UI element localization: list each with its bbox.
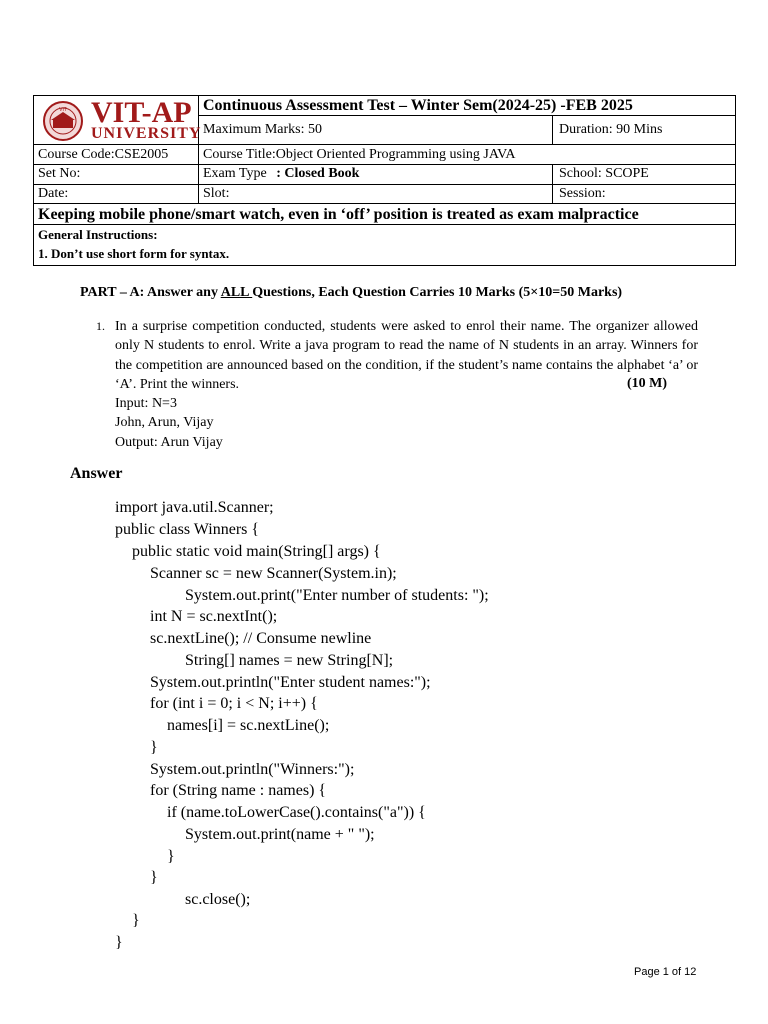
set-no: Set No:	[38, 166, 81, 181]
instruction-1: 1. Don’t use short form for syntax.	[38, 246, 230, 261]
code-line: }	[150, 739, 158, 756]
university-logo	[41, 98, 201, 143]
course-title: Course Title:Object Oriented Programming using JAVA	[203, 147, 516, 162]
exam-header-table	[33, 95, 736, 266]
page-number: Page 1 of 12	[634, 966, 697, 978]
answer-heading: Answer	[70, 465, 123, 482]
code-line: public class Winners {	[115, 521, 260, 538]
code-line: System.out.println("Winners:");	[150, 761, 355, 778]
university-seal-icon	[41, 100, 85, 142]
part-underlined: ALL	[220, 285, 253, 300]
code-line: import java.util.Scanner;	[115, 499, 274, 516]
question-output: Output: Arun Vijay	[115, 435, 223, 450]
date: Date:	[38, 186, 69, 201]
question-input: Input: N=3	[115, 396, 177, 411]
code-line: System.out.print(name + " ");	[185, 826, 375, 843]
question-input-names: John, Arun, Vijay	[115, 415, 214, 430]
code-line: sc.close();	[185, 891, 251, 908]
question-marks: (10 M)	[627, 376, 668, 391]
exam-type-label: Exam Type	[203, 166, 267, 181]
duration: Duration: 90 Mins	[559, 122, 663, 137]
code-line: String[] names = new String[N];	[185, 652, 394, 669]
code-line: }	[150, 869, 158, 886]
code-line: sc.nextLine(); // Consume newline	[150, 630, 372, 647]
question-number: 1.	[96, 319, 105, 333]
session: Session:	[559, 186, 606, 201]
exam-title: Continuous Assessment Test – Winter Sem(2024-25) -FEB 2025	[203, 97, 633, 114]
exam-type-value: : Closed Book	[276, 166, 360, 181]
logo-text-university: UNIVERSITY	[91, 125, 202, 142]
part-prefix: PART – A: Answer any	[80, 285, 221, 300]
code-line: System.out.print("Enter number of students: ");	[185, 587, 489, 604]
code-line: }	[132, 912, 140, 929]
maximum-marks: Maximum Marks: 50	[203, 122, 322, 137]
slot: Slot:	[203, 186, 230, 201]
general-instructions-heading: General Instructions:	[38, 227, 158, 242]
svg-text:VIT: VIT	[59, 107, 67, 113]
part-a-heading	[80, 285, 622, 301]
part-suffix: Questions, Each Question Carries 10 Marks (5×10=50 Marks)	[252, 285, 623, 300]
code-line: Scanner sc = new Scanner(System.in);	[150, 565, 397, 582]
code-line: System.out.println("Enter student names:");	[150, 674, 431, 691]
code-line: for (String name : names) {	[150, 782, 327, 799]
code-line: }	[167, 848, 175, 865]
code-line: if (name.toLowerCase().contains("a")) {	[167, 804, 426, 821]
malpractice-warning: Keeping mobile phone/smart watch, even in ‘off’ position is treated as exam malpractice	[38, 206, 639, 223]
course-code: Course Code:CSE2005	[38, 147, 169, 162]
code-line: public static void main(String[] args) {	[132, 543, 381, 560]
logo-text-vit-ap: VIT-AP	[91, 96, 192, 129]
school: School: SCOPE	[559, 166, 649, 181]
code-line: }	[115, 934, 123, 951]
exam-type	[203, 166, 359, 182]
code-line: for (int i = 0; i < N; i++) {	[150, 695, 318, 712]
code-line: int N = sc.nextInt();	[150, 608, 278, 625]
question-text: In a surprise competition conducted, students were asked to enrol their name. The organizer allowed only N students to enrol. Write a java program to read the name of N students in an array. Winners for the competition are announced based on the condition, if the student’s name contains the alphabet ‘a’ or ‘A’. Print the winners.	[115, 319, 698, 393]
code-line: names[i] = sc.nextLine();	[167, 717, 330, 734]
